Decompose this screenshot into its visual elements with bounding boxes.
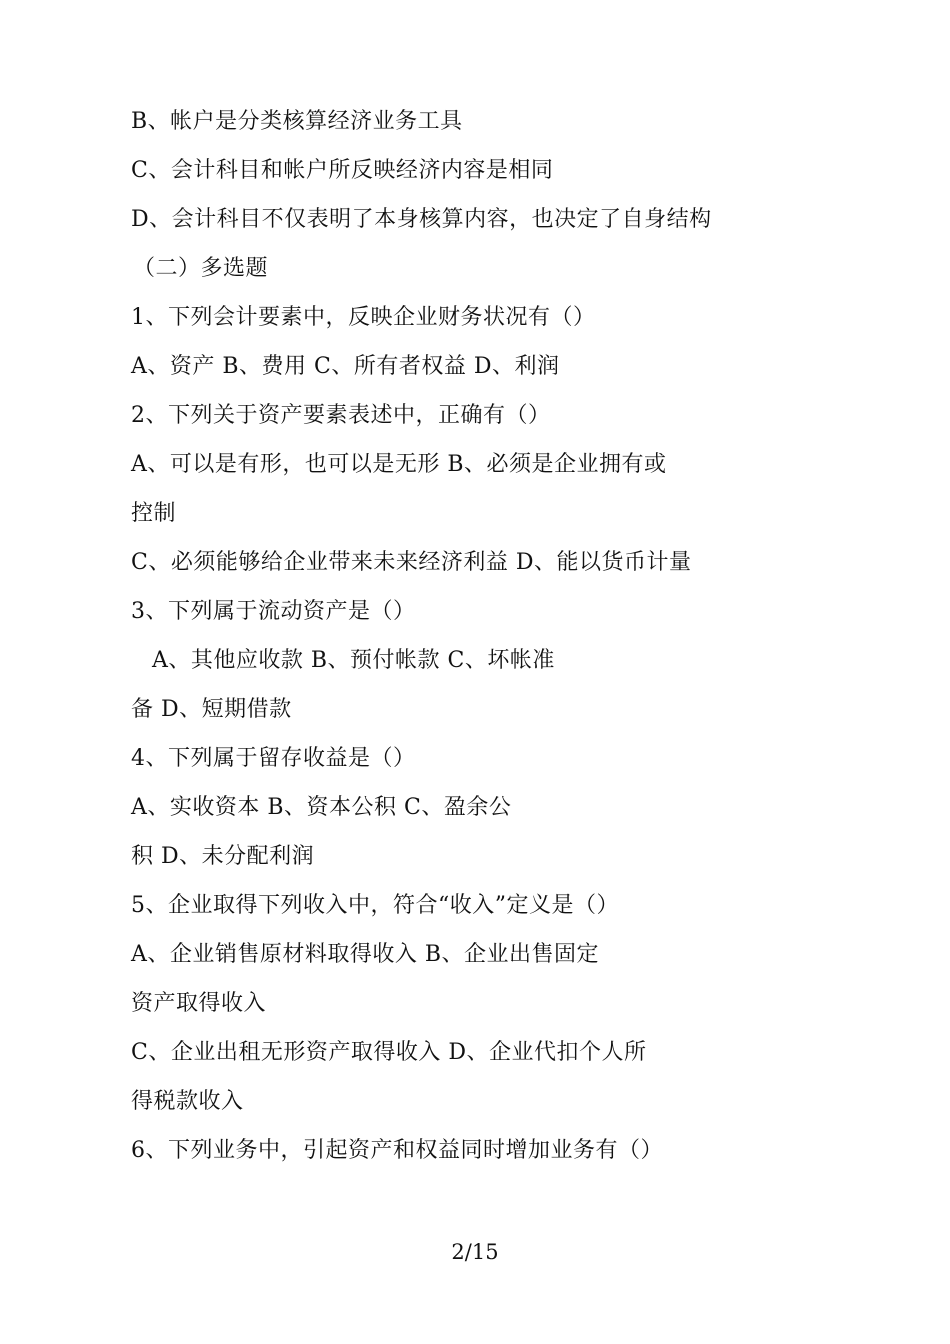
question-line: 4、下列属于留存收益是（） [131, 746, 416, 771]
options-line: A、企业销售原材料取得收入 B、企业出售固定 [131, 942, 600, 967]
options-line: C、必须能够给企业带来未来经济利益 D、能以货币计量 [131, 550, 692, 575]
text-line: D、会计科目不仅表明了本身核算内容，也决定了自身结构 [131, 207, 712, 232]
question-line: 2、下列关于资产要素表述中，正确有（） [131, 403, 551, 428]
options-line: A、可以是有形，也可以是无形 B、必须是企业拥有或 [131, 452, 667, 477]
section-heading: （二）多选题 [133, 256, 269, 281]
question-line: 5、企业取得下列收入中，符合“收入”定义是（） [131, 893, 619, 918]
question-line: 6、下列业务中，引起资产和权益同时增加业务有（） [131, 1138, 663, 1163]
options-line: A、其他应收款 B、预付帐款 C、坏帐准 [152, 648, 555, 673]
page-number: 2/15 [451, 1240, 499, 1264]
options-line: A、资产 B、费用 C、所有者权益 D、利润 [131, 354, 560, 379]
options-line: 积 D、未分配利润 [131, 844, 315, 869]
question-line: 3、下列属于流动资产是（） [131, 599, 416, 624]
options-line: A、实收资本 B、资本公积 C、盈余公 [131, 795, 512, 820]
options-line: 得税款收入 [131, 1089, 244, 1114]
text-line: C、会计科目和帐户所反映经济内容是相同 [131, 158, 554, 183]
text-line: B、帐户是分类核算经济业务工具 [131, 109, 463, 134]
question-line: 1、下列会计要素中，反映企业财务状况有（） [131, 305, 596, 330]
options-line: 资产取得收入 [131, 991, 267, 1016]
options-line: 备 D、短期借款 [131, 697, 292, 722]
options-line: C、企业出租无形资产取得收入 D、企业代扣个人所 [131, 1040, 647, 1065]
options-line: 控制 [131, 501, 177, 526]
